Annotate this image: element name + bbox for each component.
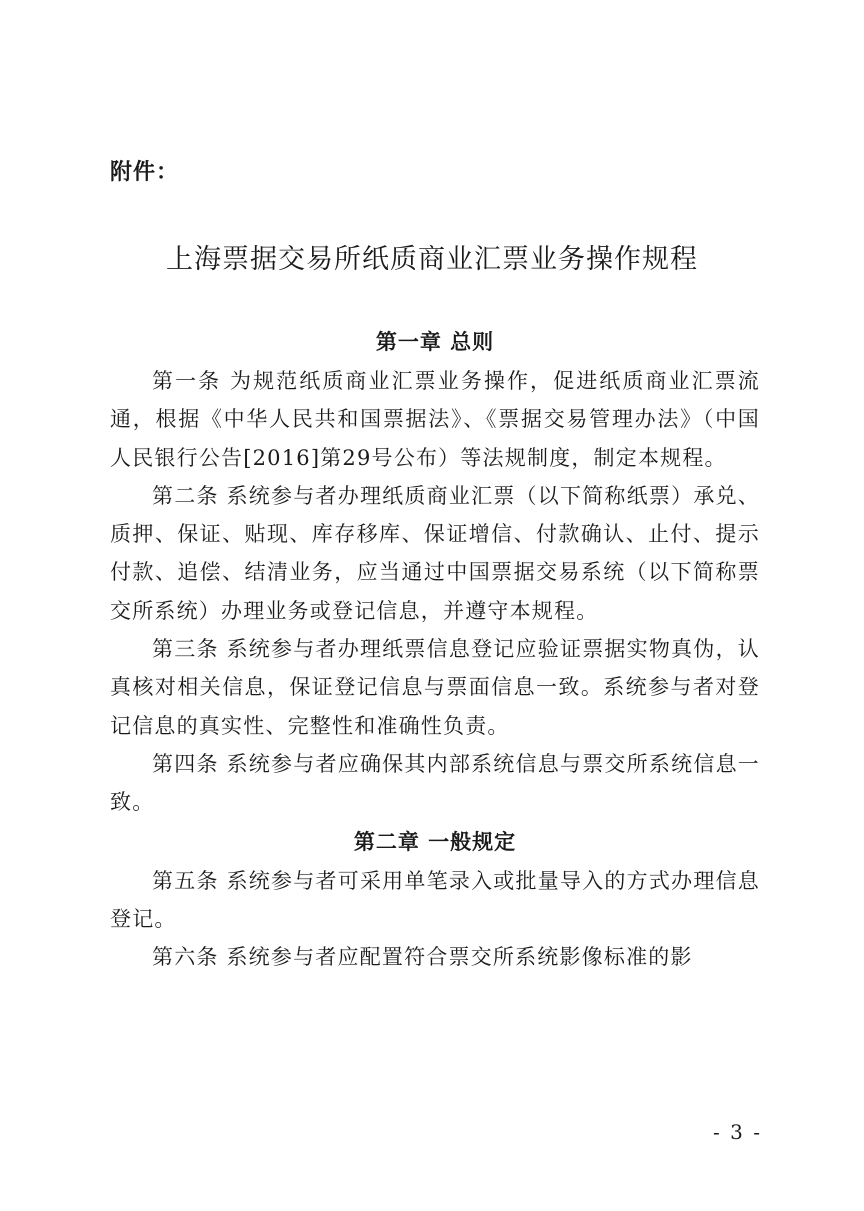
attachment-label: 附件： — [110, 160, 180, 185]
chapter-heading: 第二章 一般规定 — [353, 829, 517, 854]
document-title: 上海票据交易所纸质商业汇票业务操作规程 — [166, 244, 698, 275]
page-number: - 3 - — [713, 1120, 762, 1144]
chapter-heading: 第一章 总则 — [375, 330, 495, 354]
article-6: 第六条 系统参与者应配置符合票交所系统影像标准的影 — [152, 945, 693, 970]
document-body — [110, 322, 760, 976]
chapter-1 — [110, 322, 760, 822]
chapter-2 — [110, 822, 760, 977]
article-4: 第四条 系统参与者应确保其内部系统信息与票交所系统信息一致。 — [110, 751, 760, 815]
article-2: 第二条 系统参与者办理纸质商业汇票（以下简称纸票）承兑、质押、保证、贴现、库存移库、保证增信、付款确认、止付、提示付款、追偿、结清业务，应当通过中国票据交易系统（以下简称票交所系统）办理业务或登记信息，并遵守本规程。 — [110, 483, 760, 623]
article-5: 第五条 系统参与者可采用单笔录入或批量导入的方式办理信息登记。 — [110, 868, 760, 931]
article-3: 第三条 系统参与者办理纸票信息登记应验证票据实物真伪，认真核对相关信息，保证登记信息与票面信息一致。系统参与者对登记信息的真实性、完整性和准确性负责。 — [110, 637, 760, 738]
article-1: 第一条 为规范纸质商业汇票业务操作，促进纸质商业汇票流通，根据《中华人民共和国票据法》、《票据交易管理办法》（中国人民银行公告[2016]第29号公布）等法规制度，制定本规程。 — [110, 369, 760, 470]
